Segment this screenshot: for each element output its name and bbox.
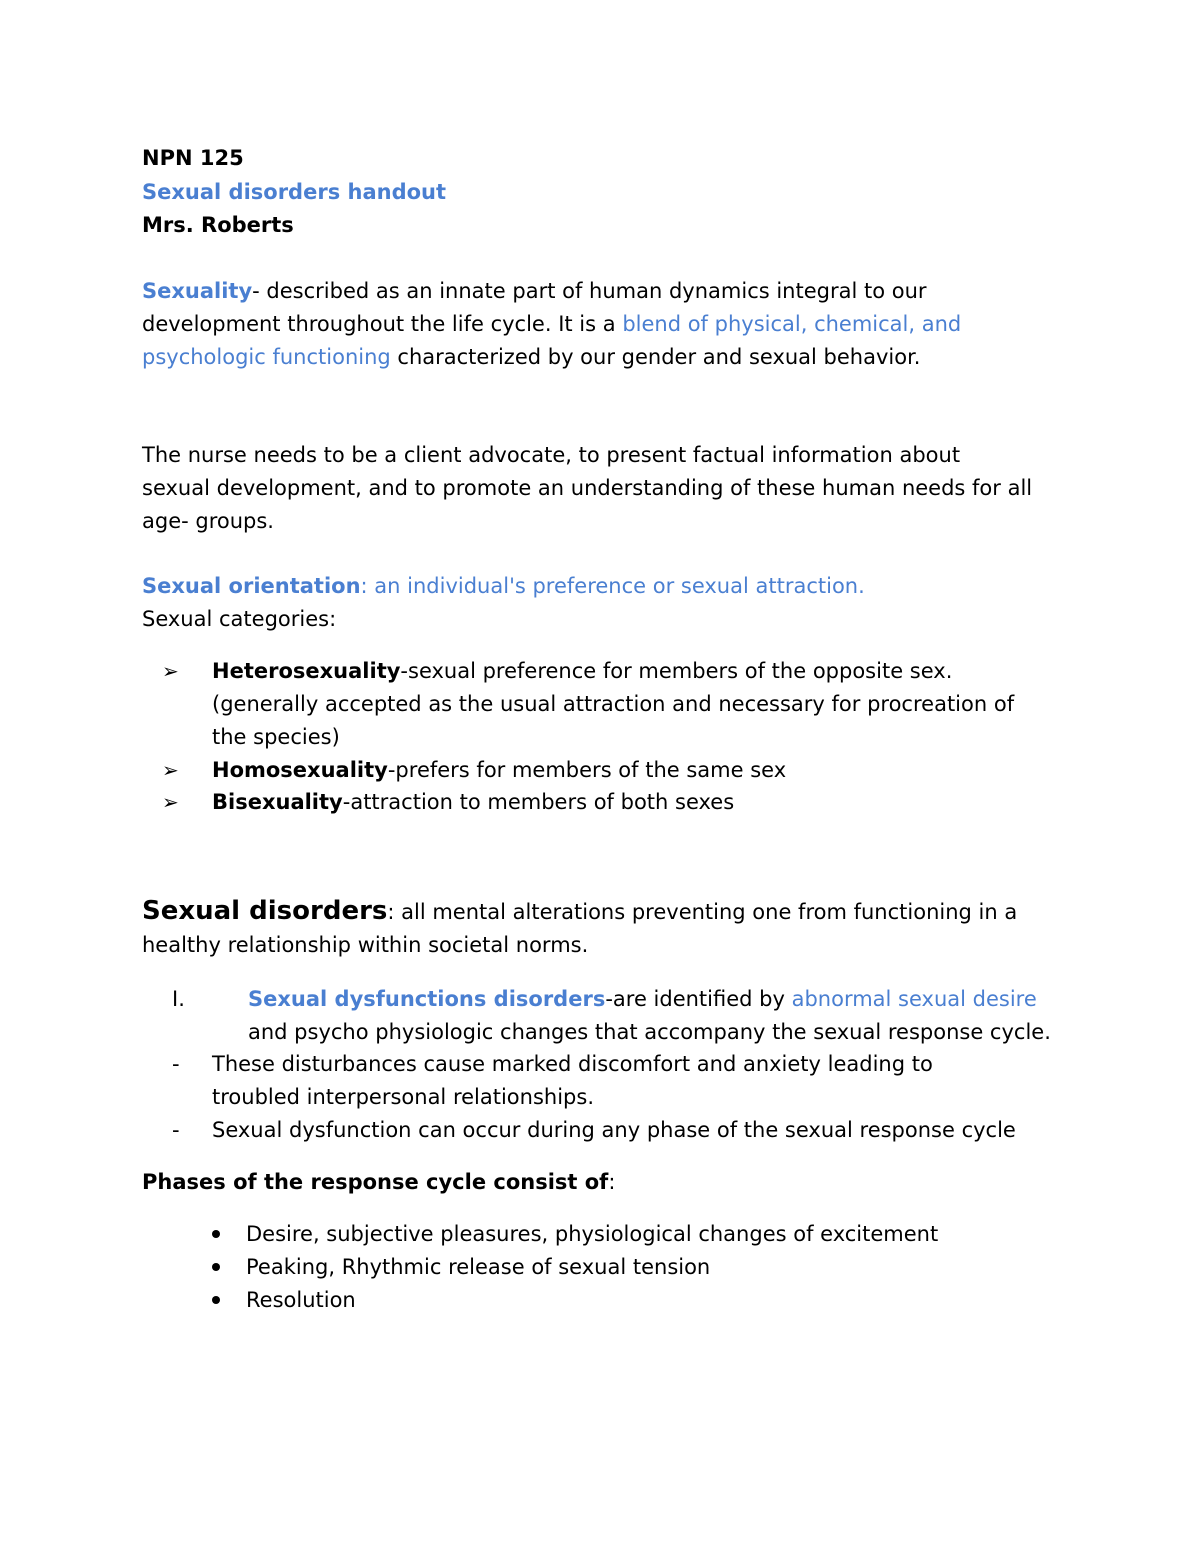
sexuality-line-3-text: characterized by our gender and sexual behavior. bbox=[390, 345, 921, 369]
category-term: Bisexuality bbox=[212, 790, 343, 814]
dysfunction-highlight: abnormal sexual desire bbox=[791, 987, 1037, 1011]
disorders-term: Sexual disorders bbox=[142, 896, 388, 926]
dysfunction-term: Sexual dysfunctions disorders bbox=[248, 987, 606, 1011]
list-item-continuation: troubled interpersonal relationships. bbox=[212, 1085, 594, 1109]
category-continuation: (generally accepted as the usual attraction and necessary for procreation of bbox=[212, 692, 1015, 716]
list-item bbox=[212, 788, 734, 816]
list-item bbox=[212, 657, 952, 685]
nurse-line-1: The nurse needs to be a client advocate, to present factual information about bbox=[142, 443, 961, 467]
sexuality-line-2-text: development throughout the life cycle. It is a bbox=[142, 312, 623, 336]
bullet-dot-icon bbox=[212, 1263, 220, 1271]
dash-bullet: - bbox=[172, 1052, 180, 1076]
category-text: -attraction to members of both sexes bbox=[342, 790, 735, 814]
dysfunction-text: -are identified by bbox=[605, 987, 792, 1011]
bullet-dot-icon bbox=[212, 1296, 220, 1304]
list-item: Desire, subjective pleasures, physiological changes of excitement bbox=[246, 1222, 939, 1246]
list-item: Peaking, Rhythmic release of sexual tension bbox=[246, 1255, 711, 1279]
roman-numeral: I. bbox=[172, 987, 185, 1011]
orientation-term: Sexual orientation bbox=[142, 574, 361, 598]
list-item: Resolution bbox=[246, 1288, 356, 1312]
list-item: Sexual dysfunction can occur during any phase of the sexual response cycle bbox=[212, 1118, 1016, 1142]
bullet-dot-icon bbox=[212, 1230, 220, 1238]
sexuality-line-1-text: - described as an innate part of human dynamics integral to our bbox=[252, 279, 927, 303]
document-title: Sexual disorders handout bbox=[142, 180, 447, 204]
list-item bbox=[212, 756, 786, 784]
sexuality-term: Sexuality bbox=[142, 279, 253, 303]
nurse-line-2: sexual development, and to promote an understanding of these human needs for all bbox=[142, 476, 1033, 500]
category-term: Homosexuality bbox=[212, 758, 388, 782]
arrow-bullet-icon: ➢ bbox=[162, 659, 179, 683]
categories-label: Sexual categories: bbox=[142, 607, 337, 631]
disorders-line-2: healthy relationship within societal norms. bbox=[142, 933, 589, 957]
phases-colon: : bbox=[608, 1170, 616, 1194]
orientation-definition: : an individual's preference or sexual attraction. bbox=[360, 574, 865, 598]
phases-heading: Phases of the response cycle consist of bbox=[142, 1170, 609, 1194]
disorders-line-1 bbox=[142, 897, 1017, 925]
sexuality-line-3 bbox=[142, 343, 920, 371]
arrow-bullet-icon: ➢ bbox=[162, 758, 179, 782]
category-term: Heterosexuality bbox=[212, 659, 401, 683]
orientation-line bbox=[142, 572, 865, 600]
nurse-line-3: age- groups. bbox=[142, 509, 274, 533]
arrow-bullet-icon: ➢ bbox=[162, 790, 179, 814]
dysfunction-line-1 bbox=[248, 985, 1037, 1013]
instructor-name: Mrs. Roberts bbox=[142, 213, 294, 237]
disorders-line-1-text: : all mental alterations preventing one from functioning in a bbox=[387, 900, 1018, 924]
category-continuation: the species) bbox=[212, 725, 340, 749]
category-text: -prefers for members of the same sex bbox=[387, 758, 787, 782]
sexuality-highlight-1: blend of physical, chemical, and bbox=[622, 312, 962, 336]
sexuality-highlight-2: psychologic functioning bbox=[142, 345, 391, 369]
phases-heading-line bbox=[142, 1168, 615, 1196]
sexuality-line-1 bbox=[142, 277, 927, 305]
course-code: NPN 125 bbox=[142, 146, 244, 170]
dysfunction-line-2: and psycho physiologic changes that accompany the sexual response cycle. bbox=[248, 1020, 1051, 1044]
category-text: -sexual preference for members of the opposite sex. bbox=[400, 659, 953, 683]
sexuality-line-2 bbox=[142, 310, 961, 338]
list-item: These disturbances cause marked discomfort and anxiety leading to bbox=[212, 1052, 933, 1076]
dash-bullet: - bbox=[172, 1118, 180, 1142]
